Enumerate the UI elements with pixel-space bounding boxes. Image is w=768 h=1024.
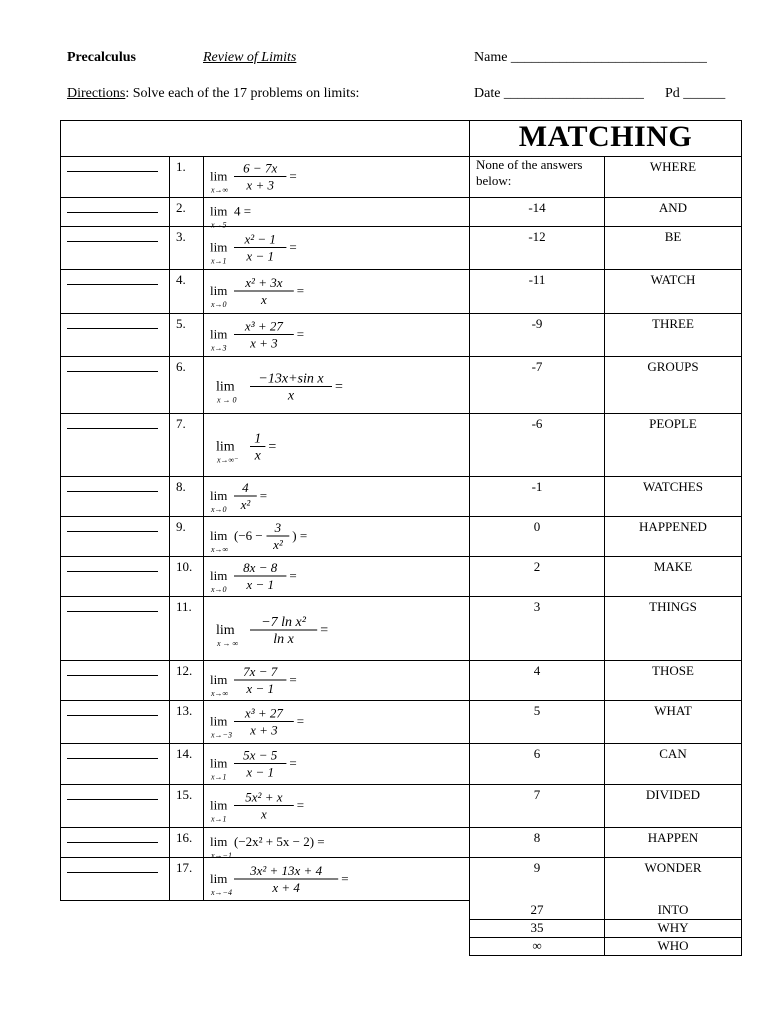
matching-value: -1 bbox=[531, 479, 543, 494]
svg-text:lim: lim bbox=[210, 239, 228, 255]
matching-value: 4 bbox=[533, 663, 541, 678]
problem-number: 9. bbox=[176, 519, 186, 534]
problem-expression bbox=[208, 596, 468, 660]
svg-text:=: = bbox=[289, 239, 297, 255]
problem-expression bbox=[208, 556, 468, 596]
matching-word: WATCHES bbox=[643, 479, 703, 494]
svg-text:=: = bbox=[289, 672, 297, 687]
problem-expression bbox=[208, 226, 468, 269]
svg-text:1: 1 bbox=[254, 431, 262, 447]
problem-number: 11. bbox=[176, 599, 192, 614]
matching-value: 6 bbox=[533, 746, 541, 761]
answer-blank[interactable] bbox=[67, 212, 158, 213]
svg-text:lim: lim bbox=[210, 568, 228, 583]
svg-text:5x² + x: 5x² + x bbox=[245, 789, 283, 805]
problem-expression bbox=[208, 516, 468, 556]
matching-value: -14 bbox=[528, 200, 546, 215]
table-divider bbox=[203, 156, 204, 901]
matching-word: INTO bbox=[657, 902, 689, 917]
svg-text:lim: lim bbox=[210, 203, 228, 219]
svg-text:x→5: x→5 bbox=[211, 220, 227, 230]
svg-text:(−2x² + 5x − 2) =: (−2x² + 5x − 2) = bbox=[234, 834, 325, 849]
svg-text:x→0: x→0 bbox=[211, 300, 227, 309]
svg-text:x→∞: x→∞ bbox=[211, 689, 229, 698]
svg-text:(−6 −: (−6 − bbox=[234, 528, 263, 543]
problem-expression bbox=[208, 660, 468, 700]
matching-value: -12 bbox=[528, 229, 546, 244]
svg-text:x → 0: x → 0 bbox=[217, 395, 237, 405]
svg-text:x + 3: x + 3 bbox=[250, 335, 278, 351]
matching-word: CAN bbox=[659, 746, 687, 761]
matching-word: THREE bbox=[652, 316, 694, 331]
matching-word: WHY bbox=[657, 920, 689, 935]
problem-number: 5. bbox=[176, 316, 186, 331]
matching-value: -7 bbox=[531, 359, 543, 374]
answer-blank[interactable] bbox=[67, 328, 158, 329]
svg-text:lim: lim bbox=[216, 379, 235, 395]
answer-blank[interactable] bbox=[67, 872, 158, 873]
matching-value: 8 bbox=[533, 830, 541, 845]
svg-text:x→1: x→1 bbox=[211, 772, 227, 782]
problem-number: 3. bbox=[176, 229, 186, 244]
svg-text:x − 1: x − 1 bbox=[246, 577, 274, 592]
svg-text:=: = bbox=[259, 488, 268, 503]
svg-text:x − 1: x − 1 bbox=[246, 681, 274, 696]
svg-text:=: = bbox=[296, 713, 305, 729]
table-divider bbox=[169, 156, 170, 901]
matching-value: ∞ bbox=[532, 938, 542, 953]
problem-expression bbox=[208, 476, 468, 516]
svg-text:=: = bbox=[289, 568, 297, 583]
svg-text:x→−3: x→−3 bbox=[211, 730, 232, 740]
answer-blank[interactable] bbox=[67, 758, 158, 759]
svg-text:lim: lim bbox=[210, 326, 228, 342]
svg-text:lim: lim bbox=[210, 713, 228, 729]
svg-text:4: 4 bbox=[242, 480, 249, 495]
svg-text:x→1: x→1 bbox=[211, 256, 227, 266]
svg-text:lim: lim bbox=[210, 488, 228, 503]
answer-blank[interactable] bbox=[67, 491, 158, 492]
answer-blank[interactable] bbox=[67, 675, 158, 676]
svg-text:3: 3 bbox=[274, 520, 282, 535]
matching-word: WHERE bbox=[649, 159, 697, 174]
directions bbox=[67, 86, 359, 102]
svg-text:=: = bbox=[335, 379, 343, 395]
worksheet-title: Review of Limits bbox=[203, 50, 297, 65]
matching-word: GROUPS bbox=[647, 359, 699, 374]
problem-expression bbox=[208, 269, 468, 313]
svg-text:=: = bbox=[341, 871, 349, 886]
svg-text:x→∞: x→∞ bbox=[211, 185, 229, 195]
name-field-label[interactable]: Name ____________________________ bbox=[474, 50, 707, 65]
problem-number: 7. bbox=[176, 416, 186, 431]
svg-text:x − 1: x − 1 bbox=[246, 248, 274, 264]
svg-text:=: = bbox=[289, 168, 297, 184]
svg-text:=: = bbox=[268, 439, 277, 455]
matching-value: 27 bbox=[530, 902, 544, 917]
matching-value: 5 bbox=[533, 703, 541, 718]
svg-text:5x − 5: 5x − 5 bbox=[243, 747, 278, 763]
svg-text:lim: lim bbox=[210, 755, 228, 771]
problem-expression bbox=[208, 413, 468, 476]
none-of-answers-option: None of the answers below: bbox=[476, 157, 583, 188]
problem-number: 17. bbox=[176, 860, 193, 875]
matching-value: -6 bbox=[531, 416, 543, 431]
problem-number: 14. bbox=[176, 746, 193, 761]
course-name: Precalculus bbox=[67, 50, 136, 65]
problem-expression bbox=[208, 784, 468, 827]
answer-blank[interactable] bbox=[67, 842, 158, 843]
svg-text:x + 3: x + 3 bbox=[246, 177, 274, 193]
matching-value: 35 bbox=[530, 920, 544, 935]
matching-word: THOSE bbox=[652, 663, 694, 678]
problem-number: 4. bbox=[176, 272, 186, 287]
svg-text:7x − 7: 7x − 7 bbox=[243, 664, 278, 679]
svg-text:x²: x² bbox=[240, 497, 251, 512]
matching-word: PEOPLE bbox=[649, 416, 697, 431]
matching-value: -11 bbox=[528, 272, 546, 287]
svg-text:lim: lim bbox=[216, 439, 235, 455]
svg-text:=: = bbox=[320, 623, 329, 638]
svg-text:lim: lim bbox=[210, 871, 228, 886]
answer-blank[interactable] bbox=[67, 531, 158, 532]
svg-text:x² + 3x: x² + 3x bbox=[245, 275, 283, 290]
svg-text:x³ + 27: x³ + 27 bbox=[244, 705, 283, 721]
svg-text:ln x: ln x bbox=[273, 632, 294, 647]
matching-word: WHAT bbox=[654, 703, 692, 718]
answer-blank[interactable] bbox=[67, 241, 158, 242]
svg-text:x: x bbox=[254, 448, 261, 464]
matching-value: 3 bbox=[533, 599, 541, 614]
matching-word: MAKE bbox=[653, 559, 693, 574]
answer-blank[interactable] bbox=[67, 571, 158, 572]
matching-word: HAPPENED bbox=[639, 519, 707, 534]
svg-text:−7 ln x²: −7 ln x² bbox=[261, 615, 306, 630]
svg-text:x→0: x→0 bbox=[211, 505, 227, 514]
svg-text:lim: lim bbox=[210, 797, 228, 813]
svg-text:x→1: x→1 bbox=[211, 814, 227, 824]
problem-number: 6. bbox=[176, 359, 186, 374]
svg-text:x→∞⁻: x→∞⁻ bbox=[217, 455, 239, 465]
matching-title: MATCHING bbox=[518, 120, 693, 153]
svg-text:x: x bbox=[261, 292, 267, 307]
svg-text:−13x+sin x: −13x+sin x bbox=[258, 371, 324, 387]
problem-expression bbox=[208, 743, 468, 784]
svg-text:x: x bbox=[287, 388, 295, 404]
svg-text:x→0: x→0 bbox=[211, 585, 227, 594]
problem-expression bbox=[208, 700, 468, 743]
svg-text:lim: lim bbox=[210, 283, 228, 298]
matching-word: AND bbox=[658, 200, 688, 215]
svg-text:x² − 1: x² − 1 bbox=[244, 231, 276, 247]
directions-label: Directions bbox=[67, 86, 126, 101]
answer-blank[interactable] bbox=[67, 171, 158, 172]
problem-number: 12. bbox=[176, 663, 193, 678]
svg-text:lim: lim bbox=[216, 623, 235, 638]
svg-text:8x − 8: 8x − 8 bbox=[243, 560, 278, 575]
problem-expression bbox=[208, 857, 468, 901]
svg-text:x³ + 27: x³ + 27 bbox=[244, 318, 283, 334]
svg-text:x→−1: x→−1 bbox=[211, 851, 232, 860]
matching-value: -9 bbox=[531, 316, 543, 331]
matching-word: WHO bbox=[657, 938, 689, 953]
svg-text:x − 1: x − 1 bbox=[246, 764, 274, 780]
matching-word: WATCH bbox=[650, 272, 696, 287]
svg-text:lim: lim bbox=[210, 834, 228, 849]
answer-blank[interactable] bbox=[67, 284, 158, 285]
problem-expression bbox=[208, 313, 468, 356]
problem-expression bbox=[208, 197, 468, 230]
answer-blank[interactable] bbox=[67, 428, 158, 429]
matching-word: THINGS bbox=[649, 599, 697, 614]
svg-text:x: x bbox=[261, 806, 267, 822]
svg-text:=: = bbox=[296, 797, 305, 813]
svg-text:x→−4: x→−4 bbox=[211, 888, 232, 897]
answer-blank[interactable] bbox=[67, 371, 158, 372]
answer-blank[interactable] bbox=[67, 611, 158, 612]
matching-value: 9 bbox=[533, 860, 541, 875]
svg-text:=: = bbox=[296, 326, 305, 342]
svg-text:lim: lim bbox=[210, 168, 228, 184]
svg-text:) =: ) = bbox=[292, 528, 308, 543]
svg-text:=: = bbox=[296, 283, 305, 298]
matching-word: DIVIDED bbox=[645, 787, 701, 802]
directions-text: : Solve each of the 17 problems on limits: bbox=[125, 86, 360, 101]
problem-number: 8. bbox=[176, 479, 186, 494]
problem-expression bbox=[208, 156, 468, 197]
svg-text:x + 4: x + 4 bbox=[272, 880, 300, 895]
problem-number: 16. bbox=[176, 830, 193, 845]
date-field-label[interactable]: Date ____________________ bbox=[474, 86, 644, 101]
svg-text:3x² + 13x + 4: 3x² + 13x + 4 bbox=[250, 863, 323, 878]
svg-text:x²: x² bbox=[273, 537, 283, 552]
problem-expression bbox=[208, 356, 468, 413]
matching-word: WONDER bbox=[644, 860, 702, 875]
problem-number: 15. bbox=[176, 787, 193, 802]
svg-text:lim: lim bbox=[210, 528, 228, 543]
svg-text:6 − 7x: 6 − 7x bbox=[243, 160, 278, 176]
matching-value: 7 bbox=[533, 787, 541, 802]
svg-text:lim: lim bbox=[210, 672, 228, 687]
problem-number: 1. bbox=[176, 159, 186, 174]
svg-text:x→∞: x→∞ bbox=[211, 545, 229, 554]
matching-word: BE bbox=[664, 229, 682, 244]
problem-number: 2. bbox=[176, 200, 186, 215]
svg-text:4 =: 4 = bbox=[234, 203, 252, 219]
problem-number: 10. bbox=[176, 559, 193, 574]
problem-expression bbox=[208, 827, 468, 860]
svg-text:=: = bbox=[289, 755, 297, 771]
svg-text:x→3: x→3 bbox=[211, 343, 227, 353]
period-field-label[interactable]: Pd ______ bbox=[665, 86, 726, 101]
svg-text:x → ∞: x → ∞ bbox=[217, 639, 239, 648]
matching-value: 2 bbox=[533, 559, 541, 574]
problem-number: 13. bbox=[176, 703, 193, 718]
matching-value: 0 bbox=[533, 519, 541, 534]
matching-word: HAPPEN bbox=[647, 830, 699, 845]
svg-text:x + 3: x + 3 bbox=[250, 722, 278, 738]
answer-blank[interactable] bbox=[67, 799, 158, 800]
answer-blank[interactable] bbox=[67, 715, 158, 716]
